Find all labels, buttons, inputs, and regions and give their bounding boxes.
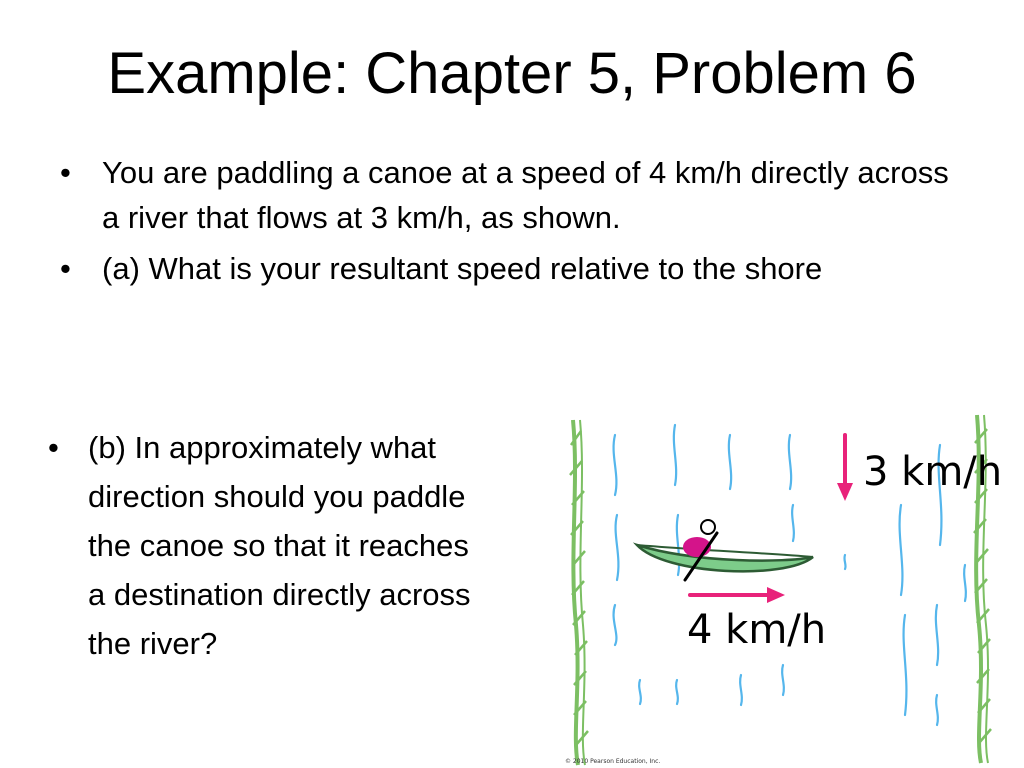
copyright-text: © 2010 Pearson Education, Inc. — [565, 758, 661, 765]
slide-title: Example: Chapter 5, Problem 6 — [107, 41, 917, 106]
bullet-list-bottom — [48, 423, 488, 674]
bullet-item-part-b — [48, 423, 488, 668]
river-current-arrow — [837, 435, 853, 501]
paddler-head — [701, 520, 715, 534]
bullet-text: (b) In approximately what direction should you paddle the canoe so that it reaches a destination directly across the river? — [88, 430, 471, 661]
canoe — [637, 520, 813, 580]
bullet-dot: • — [60, 251, 71, 286]
bullet-list-top — [60, 150, 960, 297]
canoe-speed-label: 4 km/h — [687, 607, 827, 653]
left-riverbank — [570, 420, 588, 765]
canoe-river-figure — [545, 405, 1015, 768]
paddling-velocity-arrow — [690, 587, 785, 603]
bullet-dot: • — [48, 430, 59, 465]
bullet-item-problem — [60, 150, 960, 240]
river-speed-label: 3 km/h — [863, 449, 1003, 495]
bullet-dot: • — [60, 155, 71, 190]
bullet-item-part-a — [60, 246, 960, 291]
bullet-text: (a) What is your resultant speed relative to the shore — [102, 251, 823, 286]
bullet-text: You are paddling a canoe at a speed of 4 km/h directly across a river that flows at 3 km/h, as shown. — [102, 155, 949, 235]
